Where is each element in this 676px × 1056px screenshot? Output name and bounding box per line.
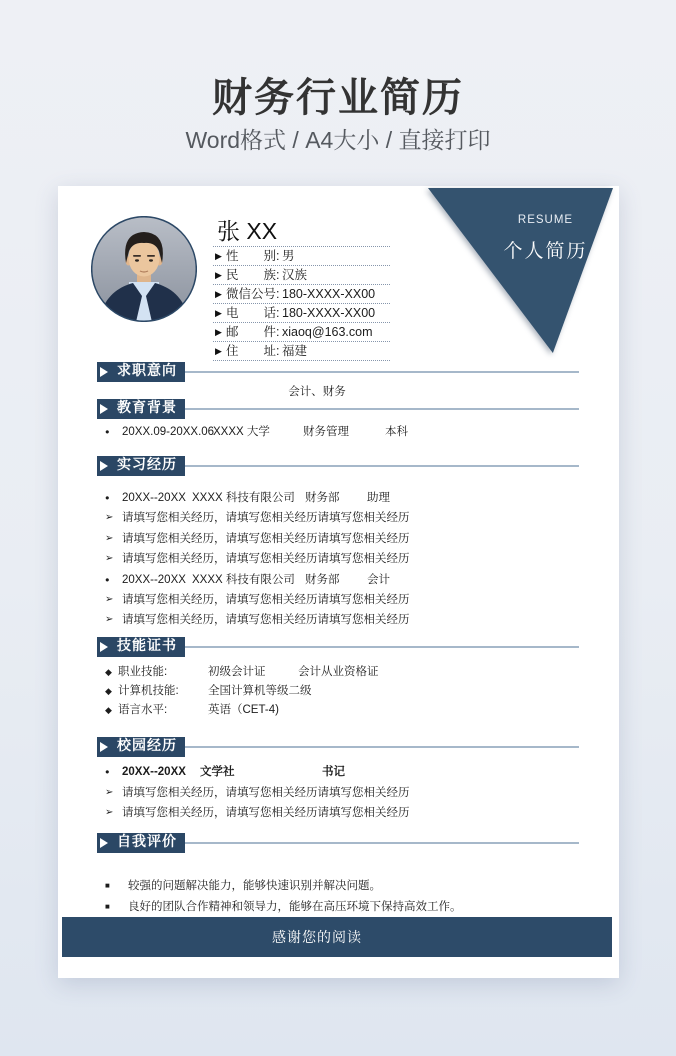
- bullet-text: 良好的团队合作精神和领导力，能够在高压环境下保持高效工作。: [128, 900, 462, 913]
- section-rule: [185, 408, 579, 410]
- dot-bullet-icon: ●: [105, 427, 110, 436]
- self-eval-bullet-row: [58, 876, 619, 897]
- section-header-skills: [97, 637, 579, 657]
- internship-job-row: [58, 570, 619, 590]
- section-arrow-icon: [100, 642, 108, 652]
- section-arrow-icon: [100, 742, 108, 752]
- detail-label: 微信公号:: [226, 287, 280, 301]
- bullet-text: 请填写您相关经历，请填写您相关经历请填写您相关经历: [122, 593, 410, 606]
- section-rule: [185, 646, 579, 648]
- page-title: 财务行业简历: [212, 76, 464, 120]
- section-rule: [185, 746, 579, 748]
- skill-value: 会计从业资格证: [298, 666, 379, 678]
- arrow-bullet-icon: ▶: [215, 327, 222, 337]
- detail-value: 180-XXXX-XX00: [282, 306, 376, 320]
- section-bar: 实习经历: [97, 456, 185, 476]
- ribbon-title: 个人简历: [503, 241, 588, 262]
- objective-content: 会计、财务: [288, 386, 346, 398]
- skill-value: 英语（CET-4): [208, 704, 279, 716]
- section-arrow-icon: [100, 404, 108, 414]
- campus-rows: [58, 762, 619, 824]
- bullet-text: 请填写您相关经历，请填写您相关经历请填写您相关经历: [122, 553, 410, 566]
- section-arrow-icon: [100, 367, 108, 377]
- campus-org-row: [58, 762, 619, 783]
- pointer-bullet-icon: ➢: [105, 553, 114, 565]
- arrow-bullet-icon: ▶: [215, 346, 222, 356]
- square-bullet-icon: ■: [105, 881, 110, 890]
- campus-bullet-row: [58, 803, 619, 824]
- profile-photo: [91, 216, 197, 322]
- detail-row-wechat: [213, 285, 390, 304]
- job-period: 20XX--20XX: [122, 492, 186, 504]
- skill-value: 全国计算机等级二级: [208, 685, 312, 697]
- education-rows: [58, 422, 619, 442]
- detail-row-address: [213, 342, 390, 361]
- section-arrow-icon: [100, 838, 108, 848]
- self-eval-bullet-row: [58, 897, 619, 918]
- portrait-illustration: [91, 216, 197, 322]
- job-role: 会计: [367, 573, 390, 586]
- bullet-text: 请填写您相关经历，请填写您相关经历请填写您相关经历: [122, 512, 410, 525]
- detail-row-gender: [213, 247, 390, 266]
- detail-value: xiaoq@163.com: [282, 325, 373, 339]
- detail-value: 福建: [282, 344, 308, 358]
- section-header-campus: [97, 737, 579, 757]
- diamond-bullet-icon: ◆: [105, 686, 112, 696]
- pointer-bullet-icon: ➢: [105, 593, 114, 605]
- internship-bullet-row: [58, 549, 619, 569]
- skill-label: 计算机技能:: [118, 685, 179, 697]
- footer-banner: 感谢您的阅读: [62, 917, 612, 957]
- job-company: XXXX 科技有限公司: [192, 492, 295, 504]
- education-degree: 本科: [385, 426, 408, 438]
- detail-label: 邮 件:: [226, 325, 280, 339]
- dot-bullet-icon: ●: [105, 574, 110, 584]
- skill-row: [58, 663, 619, 682]
- corner-ribbon: [428, 188, 613, 353]
- resume-card: [58, 186, 619, 978]
- ribbon-resume-label: RESUME: [517, 214, 574, 226]
- section-bar: 自我评价: [97, 833, 185, 853]
- detail-label: 住 址:: [226, 344, 280, 358]
- section-header-self-eval: [97, 833, 579, 853]
- internship-job-row: [58, 488, 619, 508]
- section-rule: [185, 465, 579, 467]
- detail-label: 民 族:: [226, 268, 280, 282]
- diamond-bullet-icon: ◆: [105, 667, 112, 677]
- job-company: XXXX 科技有限公司: [192, 573, 295, 586]
- campus-bullet-row: [58, 783, 619, 804]
- section-bar: 技能证书: [97, 637, 185, 657]
- job-department: 财务部: [305, 573, 340, 586]
- job-department: 财务部: [305, 492, 340, 504]
- pointer-bullet-icon: ➢: [105, 532, 114, 544]
- page-subtitle: Word格式 / A4大小 / 直接打印: [185, 127, 491, 153]
- education-major: 财务管理: [303, 426, 349, 438]
- skill-label: 职业技能:: [118, 666, 168, 678]
- arrow-bullet-icon: ▶: [215, 251, 222, 261]
- candidate-name: 张 XX: [217, 218, 278, 244]
- campus-period: 20XX--20XX: [122, 766, 186, 778]
- detail-value: 汉族: [282, 268, 308, 282]
- arrow-bullet-icon: ▶: [215, 289, 222, 299]
- skill-row: [58, 682, 619, 701]
- pointer-bullet-icon: ➢: [105, 614, 114, 626]
- square-bullet-icon: ■: [105, 901, 110, 911]
- bullet-text: 较强的问题解决能力，能够快速识别并解决问题。: [128, 880, 381, 892]
- section-arrow-icon: [100, 461, 108, 471]
- section-header-internship: [97, 456, 579, 476]
- internship-bullet-row: [58, 590, 619, 610]
- job-role: 助理: [367, 492, 390, 504]
- section-bar: 校园经历: [97, 737, 185, 757]
- section-header-education: [97, 399, 579, 419]
- section-bar: 求职意向: [97, 362, 185, 382]
- bullet-text: 请填写您相关经历，请填写您相关经历请填写您相关经历: [122, 807, 410, 819]
- dot-bullet-icon: ●: [105, 493, 110, 502]
- internship-rows: [58, 488, 619, 631]
- detail-row-email: [213, 323, 390, 342]
- skill-row: [58, 701, 619, 720]
- pointer-bullet-icon: ➢: [105, 786, 114, 798]
- bullet-text: 请填写您相关经历，请填写您相关经历请填写您相关经历: [122, 786, 410, 799]
- detail-row-ethnicity: [213, 266, 390, 285]
- diamond-bullet-icon: ◆: [105, 705, 112, 715]
- skill-label: 语言水平:: [118, 704, 168, 716]
- internship-bullet-row: [58, 529, 619, 549]
- education-row: [58, 422, 619, 442]
- detail-value: 180-XXXX-XX00: [282, 287, 376, 301]
- detail-row-phone: [213, 304, 390, 323]
- section-header-objective: [97, 362, 579, 382]
- education-period: 20XX.09-20XX.06: [122, 426, 215, 438]
- section-bar: 教育背景: [97, 399, 185, 419]
- dot-bullet-icon: ●: [105, 767, 110, 776]
- pointer-bullet-icon: ➢: [105, 807, 114, 818]
- self-eval-rows: [58, 876, 619, 917]
- detail-value: 男: [282, 249, 295, 263]
- section-rule: [185, 371, 579, 373]
- skill-value: 初级会计证: [208, 666, 266, 678]
- internship-bullet-row: [58, 610, 619, 630]
- pointer-bullet-icon: ➢: [105, 512, 114, 524]
- arrow-bullet-icon: ▶: [215, 308, 222, 318]
- section-rule: [185, 842, 579, 844]
- internship-bullet-row: [58, 508, 619, 528]
- arrow-bullet-icon: ▶: [215, 270, 222, 280]
- ribbon-triangle: [428, 188, 613, 353]
- contact-details-table: [213, 246, 390, 361]
- skills-rows: [58, 663, 619, 720]
- detail-label: 电 话:: [226, 306, 280, 320]
- bullet-text: 请填写您相关经历，请填写您相关经历请填写您相关经历: [122, 532, 410, 545]
- campus-role: 书记: [322, 766, 345, 778]
- bullet-text: 请填写您相关经历，请填写您相关经历请填写您相关经历: [122, 614, 410, 627]
- detail-label: 性 别:: [226, 249, 280, 263]
- job-period: 20XX--20XX: [122, 573, 186, 586]
- education-school: XXXX 大学: [213, 426, 270, 438]
- campus-organization: 文学社: [200, 766, 235, 778]
